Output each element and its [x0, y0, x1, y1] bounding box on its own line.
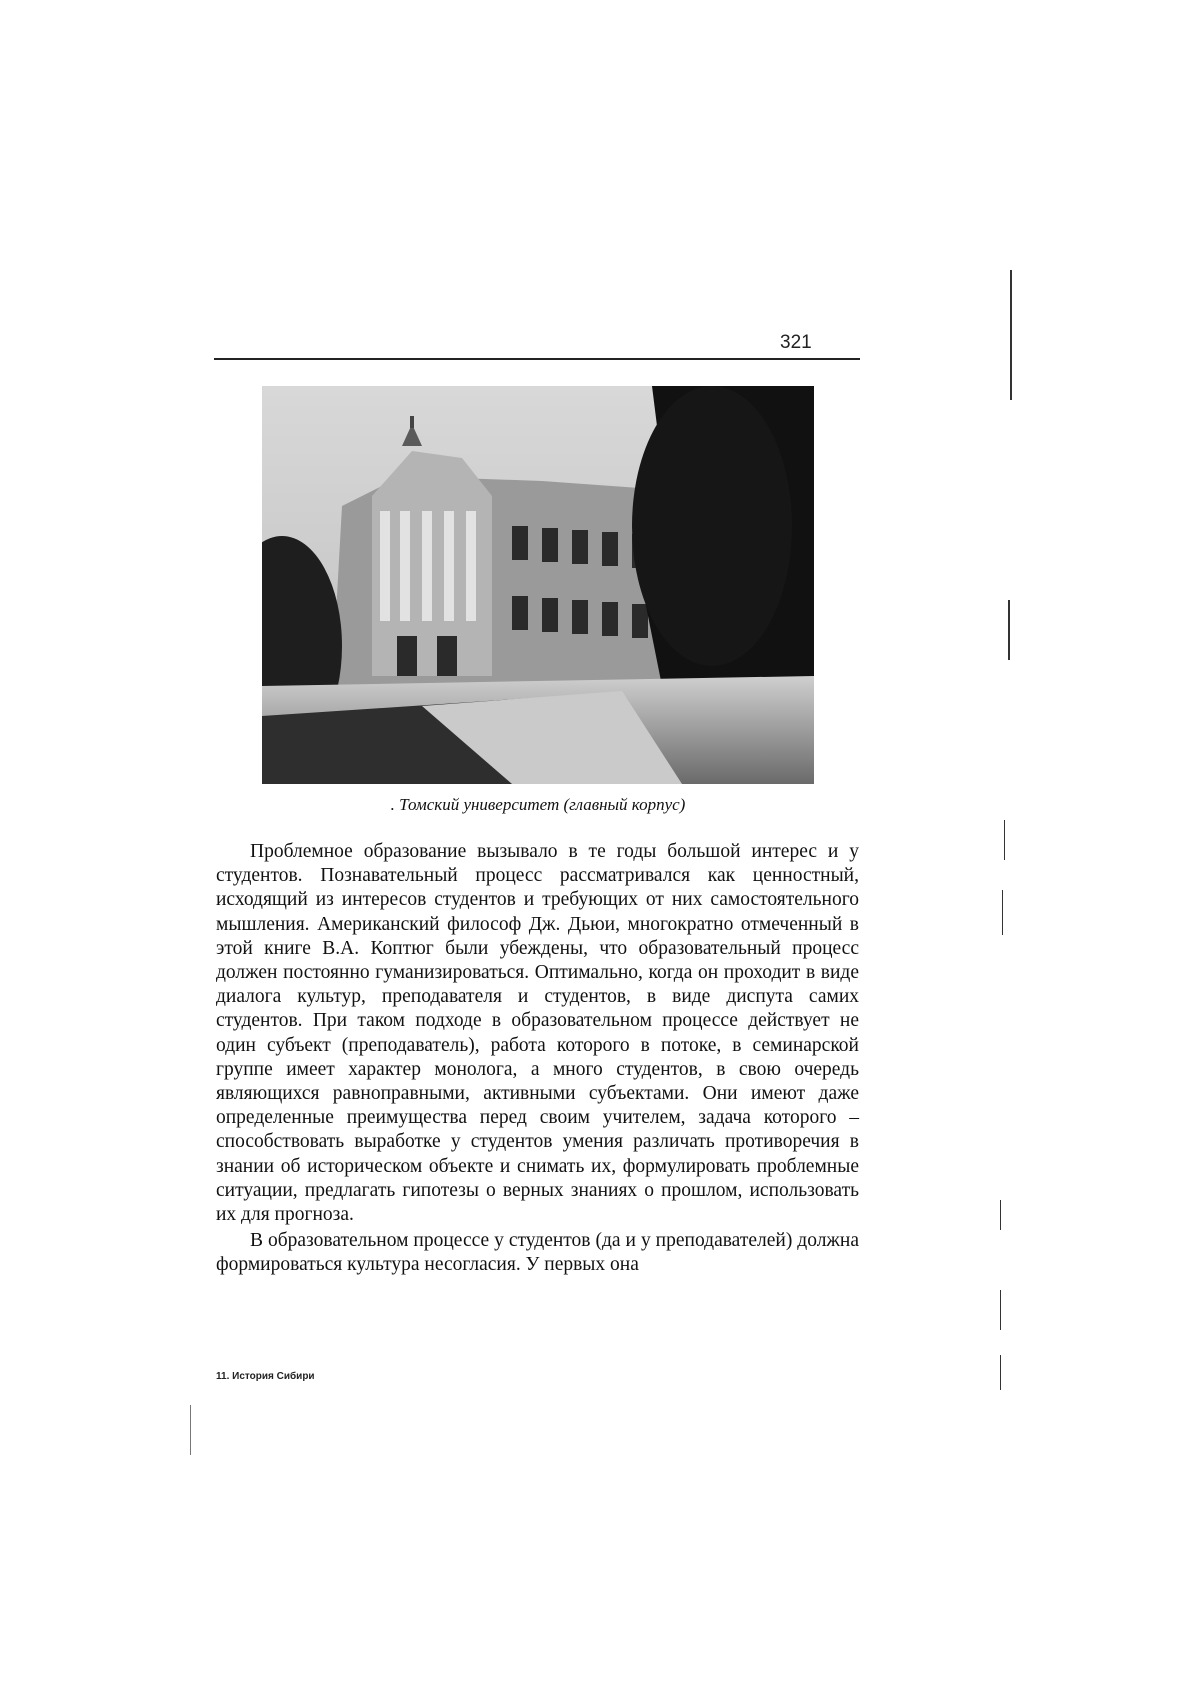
scan-artifact-line: [1000, 1200, 1001, 1230]
scan-artifact-line: [1002, 890, 1003, 935]
scan-artifact-line: [1000, 1355, 1001, 1390]
figure-caption: . Томский университет (главный корпус): [390, 795, 686, 814]
scan-artifact-line: [190, 1405, 191, 1455]
header-rule: [214, 358, 860, 360]
paragraph: В образовательном процессе у студентов (да и у преподавателей) должна формироваться культура несогласия. У первых она: [216, 1230, 859, 1276]
scan-artifact-line: [1008, 600, 1010, 660]
scan-artifact-line: [1004, 820, 1005, 860]
scan-artifact-line: [1010, 270, 1012, 400]
scan-artifact-line: [1000, 1290, 1001, 1330]
paragraph: Проблемное образование вызывало в те годы большой интерес и у студентов. Познавательный процесс рассматривался как ценностный, исходящий из интересов студентов и требующих от них самостоятельного мышления. Американский философ Дж. Дьюи, многократно отмеченный в этой книге В.А. Коптюг были убеждены, что образовательный процесс должен постоянно гуманизироваться. Оптимально, когда он проходит в виде диалога культур, преподавателя и студентов, в виде диспута самих студентов. При таком подходе в образовательном процессе действует не один субъект (преподаватель), работа которого в потоке, в семинарской группе имеет характер монолога, а много студентов, в свою очередь являющихся равноправными, активными субъектами. Они имеют даже определенные преимущества перед своим учителем, задача которого – способствовать выработке у студентов умения различать противоречия в знании об историческом объекте и снимать их, формулировать проблемные ситуации, предлагать гипотезы о верных знаниях о прошлом, использовать их для прогноза.: [216, 841, 859, 1226]
signature-mark: 11. История Сибири: [216, 1371, 315, 1382]
university-photo: [262, 386, 814, 784]
page-number: 321: [780, 332, 812, 353]
body-text: [216, 840, 859, 1278]
